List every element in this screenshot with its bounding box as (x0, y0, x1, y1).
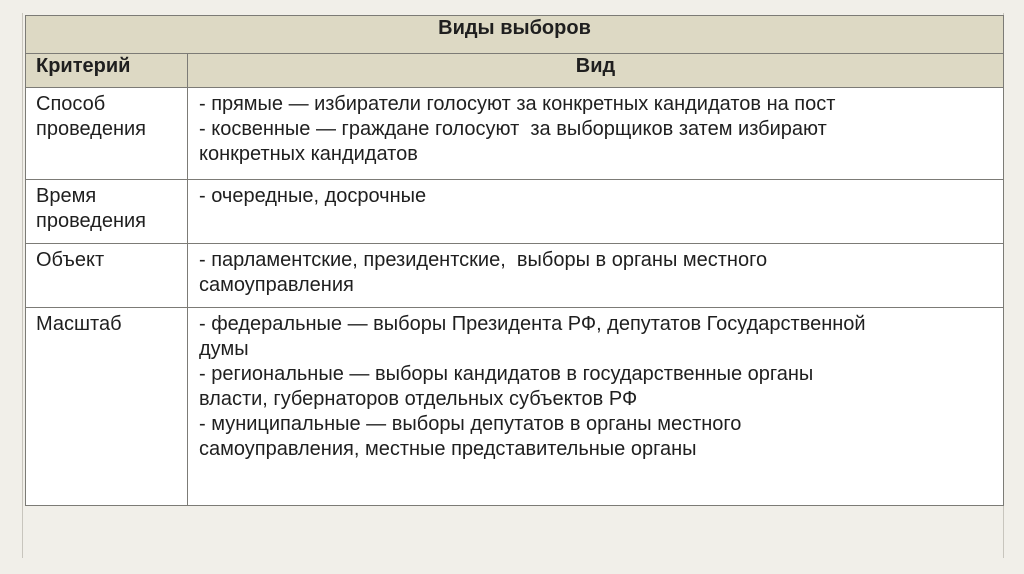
elections-types-table (25, 15, 1004, 506)
row-criterion (26, 308, 188, 506)
kind-line: - очередные, досрочные (199, 185, 427, 207)
header-criterion: Критерий (26, 54, 188, 88)
row-criterion (26, 88, 188, 180)
table-row (26, 308, 1004, 506)
row-criterion (26, 180, 188, 244)
table-header-row (26, 54, 1004, 88)
criterion-text: Время проведения (36, 185, 146, 232)
kind-line: думы (199, 338, 249, 360)
kind-line: - косвенные — граждане голосуют за выборщиков затем избирают (199, 118, 827, 140)
table-title: Виды выборов (26, 16, 1004, 54)
kind-line: - прямые — избиратели голосуют за конкретных кандидатов на пост (199, 93, 836, 115)
row-kind (188, 244, 1004, 308)
row-criterion (26, 244, 188, 308)
kind-line: конкретных кандидатов (199, 143, 418, 165)
criterion-text: Масштаб (36, 313, 122, 335)
kind-line: - муниципальные — выборы депутатов в органы местного (199, 413, 742, 435)
kind-line: - региональные — выборы кандидатов в государственные органы (199, 363, 814, 385)
kind-line: самоуправления (199, 274, 354, 296)
kind-line: власти, губернаторов отдельных субъектов РФ (199, 388, 638, 410)
row-kind (188, 180, 1004, 244)
criterion-text: Объект (36, 249, 105, 271)
kind-line: - парламентские, президентские, выборы в органы местного (199, 249, 768, 271)
kind-line: - федеральные — выборы Президента РФ, депутатов Государственной (199, 313, 866, 335)
header-kind: Вид (188, 54, 1004, 88)
table-row (26, 244, 1004, 308)
criterion-text: Способ проведения (36, 93, 146, 140)
table-title-row (26, 16, 1004, 54)
row-kind (188, 88, 1004, 180)
row-kind (188, 308, 1004, 506)
table-row (26, 88, 1004, 180)
kind-line: самоуправления, местные представительные органы (199, 438, 697, 460)
table-row (26, 180, 1004, 244)
